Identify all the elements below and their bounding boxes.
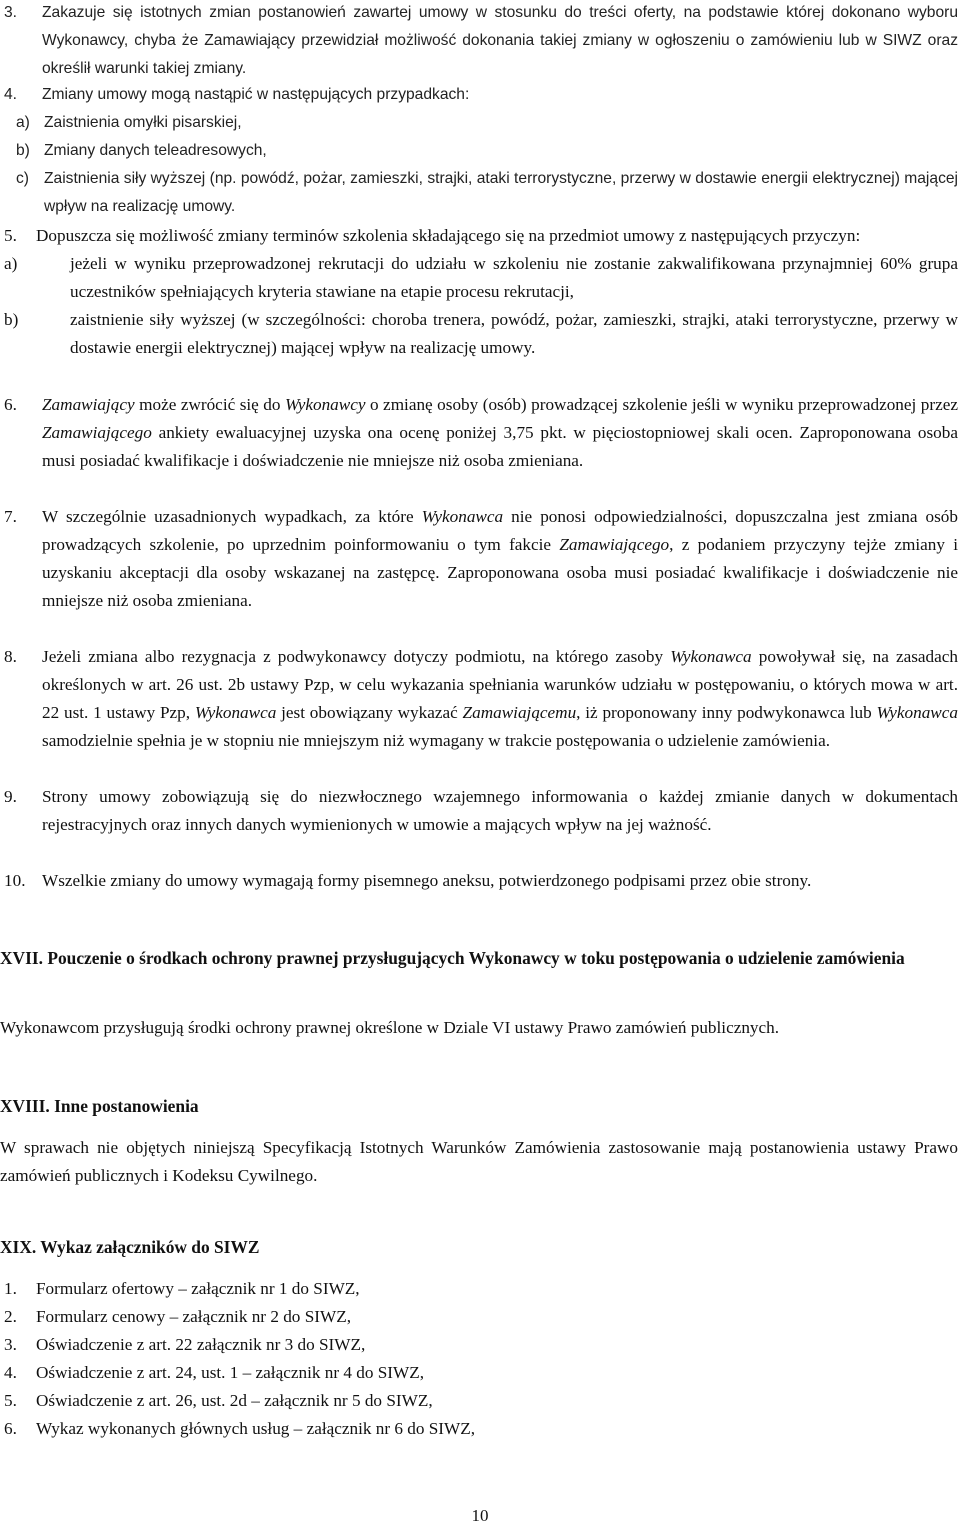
clause-number: 7. xyxy=(4,507,17,526)
attachment-text: Formularz cenowy – załącznik nr 2 do SIWZ, xyxy=(36,1307,351,1326)
clause-text-part: Jeżeli zmiana albo rezygnacja z podwykonawcy dotyczy podmiotu, na którego zasoby xyxy=(42,647,671,666)
attachment-number: 1. xyxy=(4,1279,17,1298)
sub-item-text: Zmiany danych teleadresowych, xyxy=(44,142,267,159)
section-heading-xix: XIX. Wykaz załączników do SIWZ xyxy=(0,1237,260,1257)
sub-item-text: Zaistnienia omyłki pisarskiej, xyxy=(44,114,242,131)
attachment-number: 6. xyxy=(4,1419,17,1438)
party-name: Wykonawca xyxy=(421,507,504,526)
party-name: Zamawiającemu xyxy=(462,703,577,722)
clause-number: 8. xyxy=(4,647,17,666)
sub-item-label: c) xyxy=(16,170,29,187)
attachment-number: 5. xyxy=(4,1391,17,1410)
clause-number: 3. xyxy=(4,4,18,21)
clause-9 xyxy=(0,783,958,839)
clause-3 xyxy=(0,0,958,83)
clause-number: 9. xyxy=(4,787,17,806)
clause-text xyxy=(42,503,958,615)
attachment-number: 2. xyxy=(4,1307,17,1326)
clause-text-part: może zwrócić się do xyxy=(134,395,285,414)
party-name: Wykonawca xyxy=(876,703,958,722)
attachment-text: Formularz ofertowy – załącznik nr 1 do SIWZ, xyxy=(36,1279,360,1298)
party-name: Zamawiającego xyxy=(559,535,670,554)
attachment-item xyxy=(0,1331,958,1359)
attachment-number: 4. xyxy=(4,1363,17,1382)
clause-text-part: o zmianę osoby (osób) prowadzącej szkolenie jeśli w wyniku przeprowadzonej przez xyxy=(365,395,958,414)
clause-8 xyxy=(0,643,958,755)
attachment-text: Oświadczenie z art. 24, ust. 1 – załącznik nr 4 do SIWZ, xyxy=(36,1363,425,1382)
clause-text: Zakazuje się istotnych zmian postanowień zawartej umowy w stosunku do treści oferty, na podstawie której dokonano wyboru Wykonawcy, chyba że Zamawiający przewidział możliwość dokonania takiej zmiany w ogłoszeniu o zamówieniu lub w SIWZ oraz określił warunki takiej zmiany. xyxy=(42,4,958,77)
party-name: Zamawiający xyxy=(42,395,135,414)
section-heading-xvii: XVII. Pouczenie o środkach ochrony prawnej przysługujących Wykonawcy w toku postępowania o udzielenie zamówienia xyxy=(0,948,905,968)
clause-text-part: jest obowiązany wykazać xyxy=(276,703,463,722)
attachment-item xyxy=(0,1303,958,1331)
sub-item-label: a) xyxy=(16,114,30,131)
sub-item xyxy=(16,109,958,137)
attachment-number: 3. xyxy=(4,1335,17,1354)
clause-text: Strony umowy zobowiązują się do niezwłocznego wzajemnego informowania o każdej zmianie danych w dokumentach rejestracyjnych oraz innych danych wymienionych w umowie a mających wpływ na jej ważność. xyxy=(42,787,958,834)
clause-text: Dopuszcza się możliwość zmiany terminów szkolenia składającego się na przedmiot umowy z następujących przyczyn: xyxy=(36,226,861,245)
page-number: 10 xyxy=(471,1506,489,1525)
clause-4 xyxy=(0,81,958,221)
sub-item-label: a) xyxy=(4,254,18,273)
attachment-text: Oświadczenie z art. 26, ust. 2d – załącznik nr 5 do SIWZ, xyxy=(36,1391,433,1410)
sub-item xyxy=(16,137,958,165)
clause-text: Zmiany umowy mogą nastąpić w następujących przypadkach: xyxy=(42,86,470,103)
clause-number: 5. xyxy=(4,226,17,245)
section-text-xviii: W sprawach nie objętych niniejszą Specyfikacją Istotnych Warunków Zamówienia zastosowanie mają postanowienia ustawy Prawo zamówień publicznych i Kodeksu Cywilnego. xyxy=(0,1138,958,1185)
clause-text-part: , iż proponowany inny podwykonawca lub xyxy=(576,703,877,722)
sub-item xyxy=(0,250,958,306)
clause-text xyxy=(42,391,958,475)
sub-item-text: jeżeli w wyniku przeprowadzonej rekrutacji do udziału w szkoleniu nie zostanie zakwalifikowana przynajmniej 60% grupa uczestników spełniających kryteria stawiane na etapie procesu rekrutacji, xyxy=(70,254,958,301)
clause-7 xyxy=(0,503,958,615)
clause-text-part: powoływał się, na zasadach określonych w art. 26 ust. 2b ustawy Pzp, w celu wykazania spełniania warunków udziału w postępowaniu, o których mowa w art. 22 ust. 1 ustawy Pzp, xyxy=(42,647,958,722)
clause-text xyxy=(42,643,958,755)
sub-item-text: Zaistnienia siły wyższej (np. powódź, pożar, zamieszki, strajki, ataki terrorystyczne, przerwy w dostawie energii elektrycznej) mającej wpływ na realizację umowy. xyxy=(44,170,958,215)
clause-6 xyxy=(0,391,958,475)
clause-text-part: W szczególnie uzasadnionych wypadkach, za które xyxy=(42,507,422,526)
sub-item xyxy=(16,165,958,221)
sub-item-label: b) xyxy=(4,310,19,329)
attachment-text: Wykaz wykonanych głównych usług – załącznik nr 6 do SIWZ, xyxy=(36,1419,476,1438)
clause-text-part: nie ponosi odpowiedzialności, dopuszczalna jest zmiana osób prowadzących szkolenie, po uprzednim poinformowaniu o tym fakcie xyxy=(42,507,958,554)
clause-number: 10. xyxy=(4,871,26,890)
clause-text-part: , z podaniem przyczyny tejże zmiany i uzyskaniu akceptacji dla osoby wskazanej na zastępcę. Zaproponowana osoba musi posiadać kwalifikacje i doświadczenie nie mniejsze niż osoba zmieniana. xyxy=(42,535,958,610)
clause-text-part: ankiety ewaluacyjnej uzyska ona ocenę poniżej 3,75 pkt. w pięciostopniowej skali ocen. Zaproponowana osoba musi posiadać kwalifikacje i doświadczenie nie mniejsze niż osoba zmieniana. xyxy=(42,423,958,470)
clause-text: Wszelkie zmiany do umowy wymagają formy pisemnego aneksu, potwierdzonego podpisami przez obie strony. xyxy=(42,871,812,890)
attachment-item xyxy=(0,1387,958,1415)
sub-item-text: zaistnienie siły wyższej (w szczególności: choroba trenera, powódź, pożar, zamieszki, strajki, ataki terrorystyczne, przerwy w dostawie energii elektrycznej) mającej wpływ na realizację umowy. xyxy=(70,310,958,357)
sub-item xyxy=(0,306,958,362)
party-name: Wykonawca xyxy=(670,647,752,666)
section-heading-xviii: XVIII. Inne postanowienia xyxy=(0,1096,199,1116)
clause-text-part: samodzielnie spełnia je w stopniu nie mniejszym niż wymagany w trakcie postępowania o udzielenie zamówienia. xyxy=(42,731,830,750)
clause-5 xyxy=(0,222,958,362)
attachment-item xyxy=(0,1359,958,1387)
party-name: Zamawiającego xyxy=(42,423,152,442)
party-name: Wykonawcy xyxy=(284,395,366,414)
attachment-item xyxy=(0,1415,958,1443)
attachment-item xyxy=(0,1275,958,1303)
attachment-text: Oświadczenie z art. 22 załącznik nr 3 do SIWZ, xyxy=(36,1335,366,1354)
party-name: Wykonawca xyxy=(194,703,277,722)
clause-number: 6. xyxy=(4,395,17,414)
clause-number: 4. xyxy=(4,86,18,103)
clause-10 xyxy=(0,867,958,895)
sub-item-label: b) xyxy=(16,142,30,159)
section-text-xvii: Wykonawcom przysługują środki ochrony prawnej określone w Dziale VI ustawy Prawo zamówień publicznych. xyxy=(0,1018,780,1037)
